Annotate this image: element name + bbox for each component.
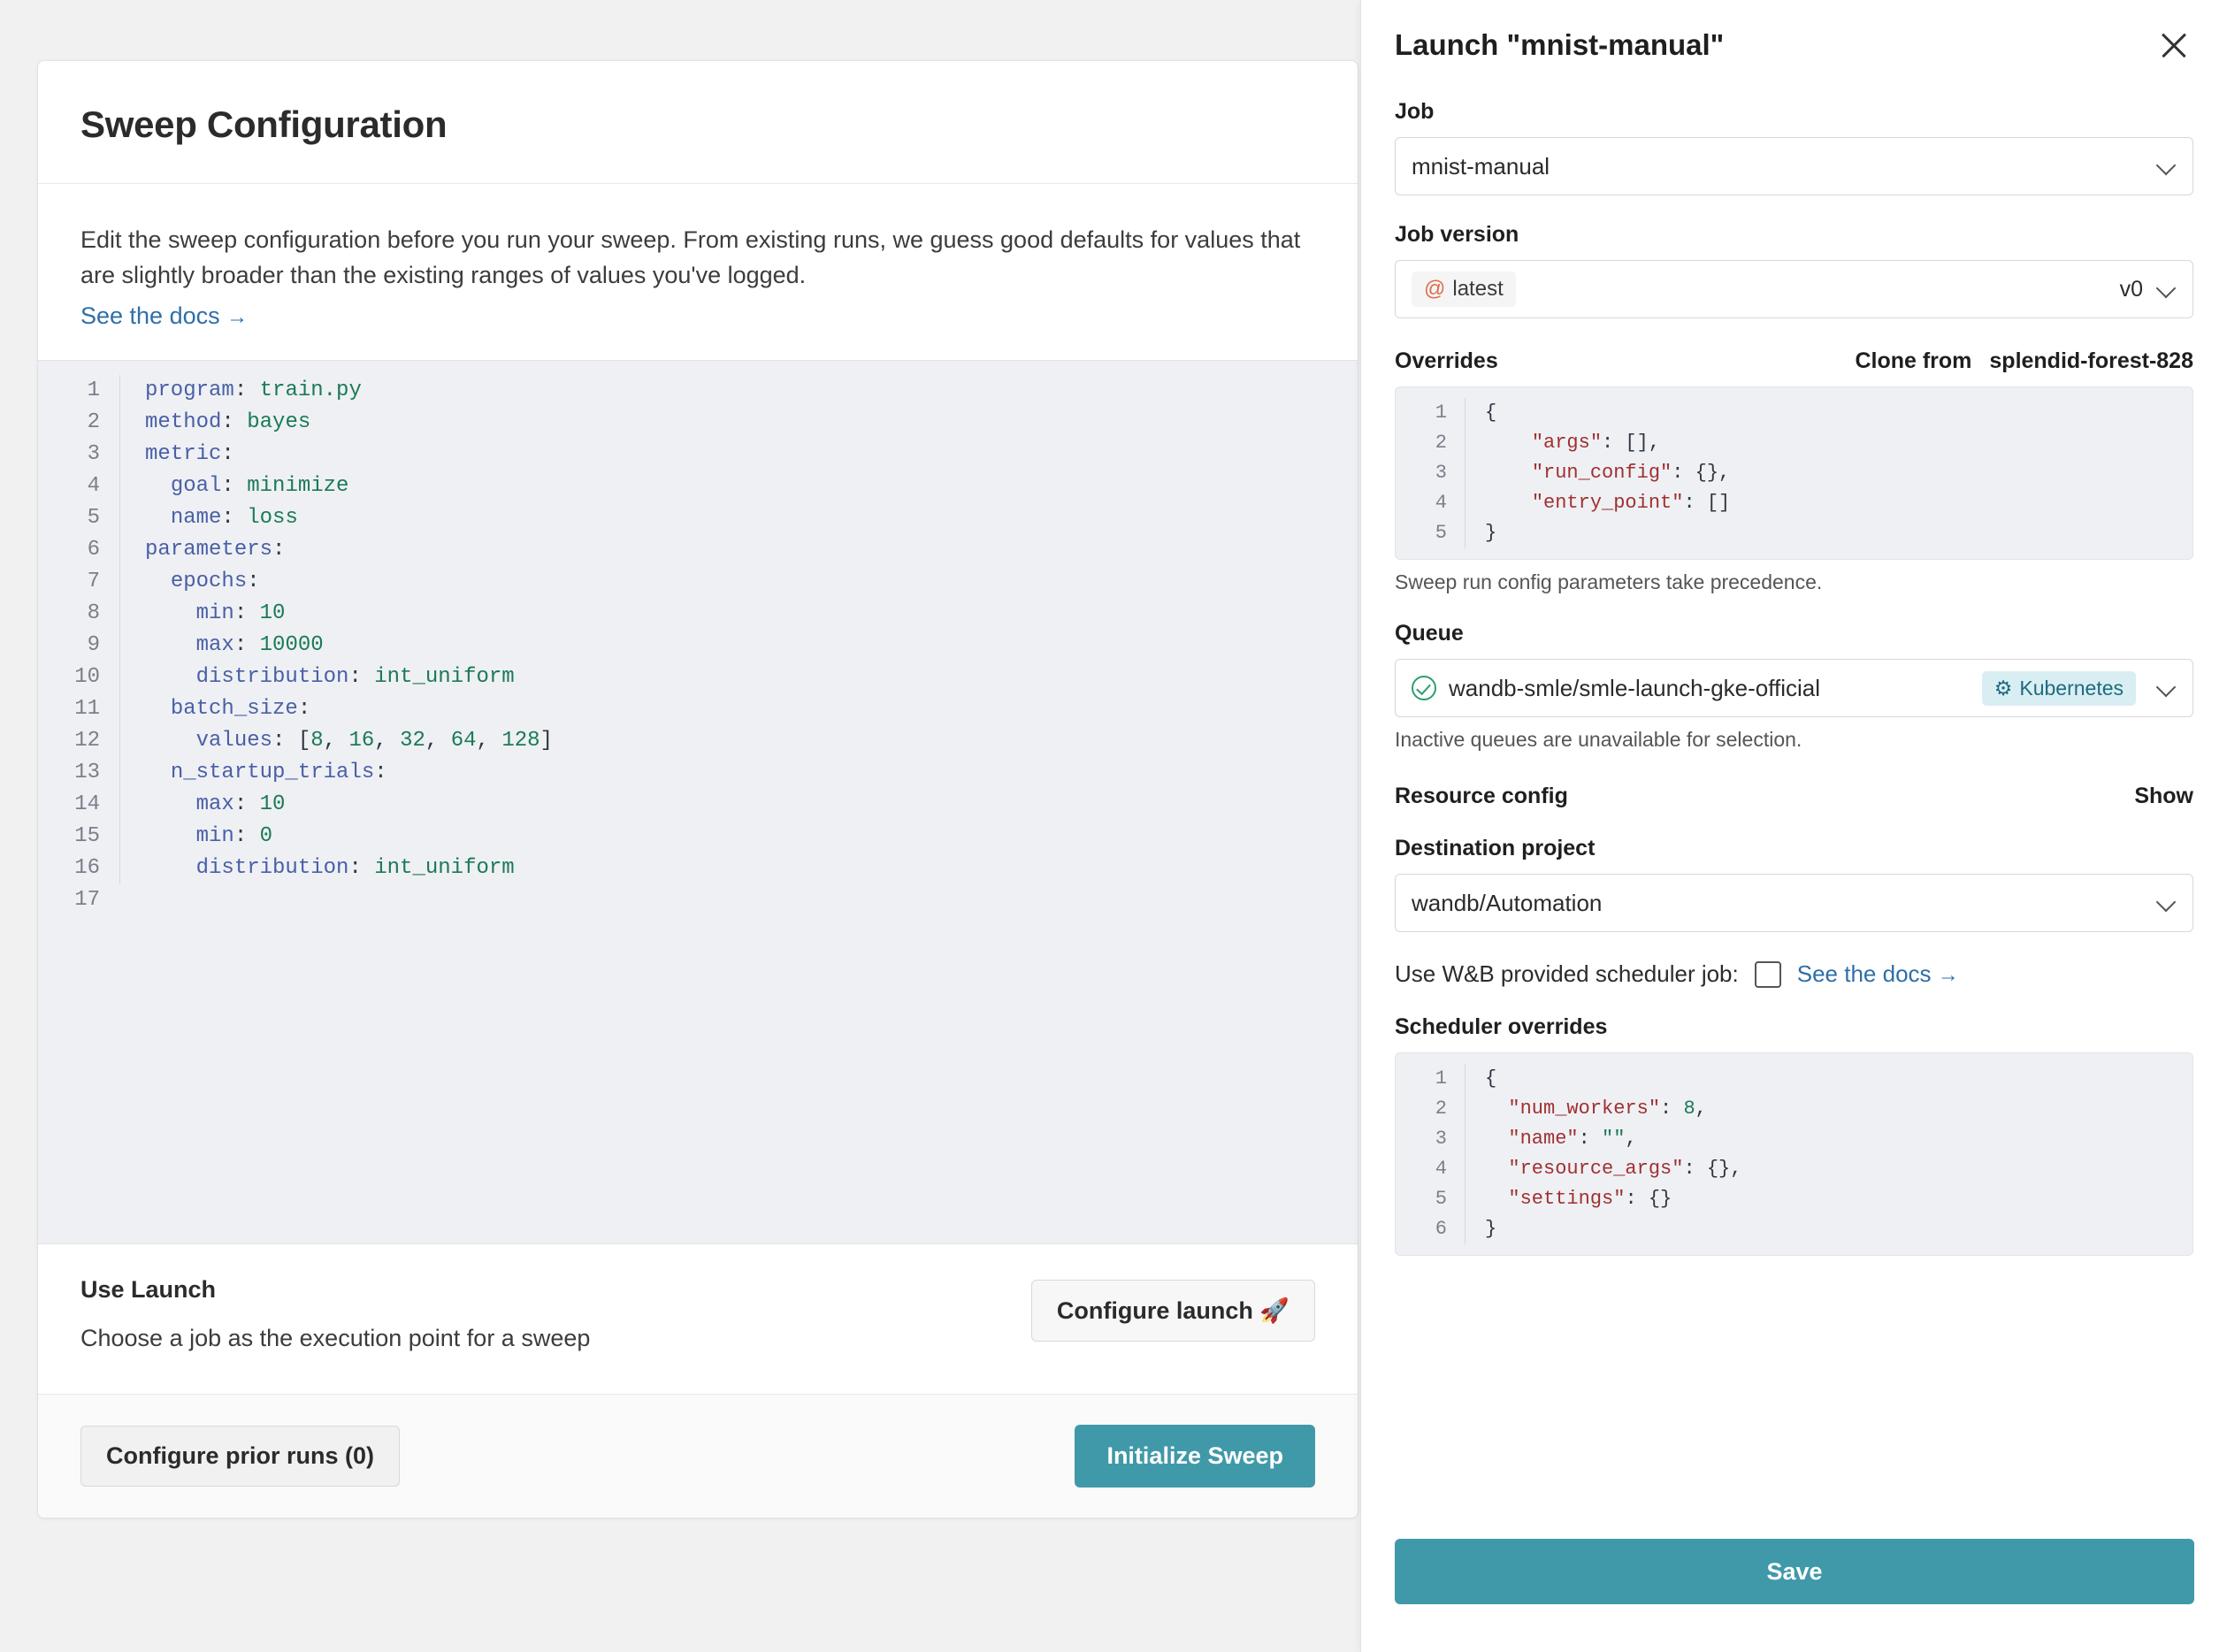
line-number: 10 [74,664,100,689]
line-text: "num_workers": 8, [1465,1094,2193,1124]
line-text: } [1465,1214,2193,1244]
job-version-tag-label: latest [1452,277,1504,301]
line-text: max: 10000 [119,630,1358,662]
line-text: values: [8, 16, 32, 64, 128] [119,725,1358,757]
line-text: distribution: int_uniform [119,853,1358,884]
line-number: 1 [1435,1067,1447,1090]
chevron-down-icon [2157,678,2177,698]
code-line [38,407,1358,439]
code-line [38,630,1358,662]
line-number: 3 [1435,462,1447,484]
resource-config-row [1395,784,2193,809]
scheduler-see-the-docs-link[interactable] [1797,960,1959,988]
scheduler-docs-label: See the docs [1796,960,1932,987]
queue-label: Queue [1395,621,1464,646]
line-text: parameters: [119,534,1358,566]
job-version-tag [1412,272,1516,307]
line-text: method: bayes [119,407,1358,439]
scheduler-overrides-json-editor[interactable] [1395,1052,2193,1256]
job-select-value: mnist-manual [1412,152,1550,180]
line-number: 5 [87,505,100,530]
resource-config-label: Resource config [1395,784,1568,808]
drawer-title: Launch "mnist-manual" [1395,28,1725,61]
line-text: max: 10 [119,789,1358,821]
use-launch-subtitle: Choose a job as the execution point for a sweep [80,1324,591,1351]
line-number: 7 [87,569,100,593]
sweep-description: Edit the sweep configuration before you run your sweep. From existing runs, we guess good defaults for values that are slightly broader than the existing ranges of values you've logged. [80,226,1301,288]
code-line [38,439,1358,470]
line-number: 4 [1435,1158,1447,1180]
code-line [38,566,1358,598]
line-number: 11 [74,696,100,721]
json-line [1396,518,2193,548]
line-number: 14 [74,792,100,816]
close-icon[interactable] [2154,26,2193,65]
json-line [1396,1184,2193,1214]
destination-project-label: Destination project [1395,836,1596,860]
kubernetes-badge-label: Kubernetes [2019,676,2124,700]
sweep-footer [38,1395,1358,1518]
json-line [1396,428,2193,458]
line-text: "run_config": {}, [1465,458,2193,488]
at-icon: @ [1424,277,1446,301]
code-line [38,470,1358,502]
json-line [1396,1214,2193,1244]
queue-helper-text: Inactive queues are unavailable for selection. [1395,728,1802,751]
json-line [1396,458,2193,488]
line-text: "args": [], [1465,428,2193,458]
code-line [38,662,1358,693]
code-line [38,693,1358,725]
initialize-sweep-button[interactable]: Initialize Sweep [1075,1425,1315,1488]
see-the-docs-link[interactable] [80,302,248,330]
code-line [38,853,1358,884]
queue-select[interactable] [1395,659,2193,717]
line-text: metric: [119,439,1358,470]
use-launch-section [38,1244,1358,1395]
line-number: 3 [87,441,100,466]
line-text: min: 10 [119,598,1358,630]
job-version-label: Job version [1395,222,1519,247]
check-circle-icon [1412,676,1436,700]
line-number: 9 [87,632,100,657]
chevron-down-icon [2157,157,2177,176]
code-line [38,821,1358,853]
job-label: Job [1395,99,1435,124]
code-line [38,789,1358,821]
resource-config-show-button[interactable]: Show [2134,784,2193,808]
job-select[interactable] [1395,137,2193,195]
job-version-value: v0 [2119,276,2143,302]
line-text: } [1465,518,2193,548]
code-line [38,884,1358,916]
sweep-config-editor[interactable] [38,360,1358,1244]
see-the-docs-label: See the docs [80,302,220,329]
job-version-select[interactable] [1395,260,2193,318]
arrow-right-icon: → [1937,963,1959,987]
json-line [1396,1154,2193,1184]
line-number: 15 [74,823,100,848]
line-text: "entry_point": [] [1465,488,2193,518]
line-number: 5 [1435,522,1447,544]
destination-project-value: wandb/Automation [1412,889,1603,916]
destination-project-select[interactable] [1395,874,2193,932]
line-text: program: train.py [119,375,1358,407]
code-line [38,502,1358,534]
overrides-label: Overrides [1395,348,1498,373]
line-number: 4 [1435,492,1447,514]
sweep-description-block [38,184,1358,360]
line-number: 16 [74,855,100,880]
line-number: 13 [74,760,100,784]
job-version-tag-wrap [1412,272,2120,307]
line-number: 12 [74,728,100,753]
queue-select-value: wandb-smle/smle-launch-gke-official [1449,674,1821,701]
json-line [1396,1064,2193,1094]
line-text: { [1465,1064,2193,1094]
page-title: Sweep Configuration [80,103,448,145]
overrides-json-editor[interactable] [1395,386,2193,560]
line-number: 8 [87,600,100,625]
line-number: 1 [1435,402,1447,424]
line-text: goal: minimize [119,470,1358,502]
clone-from-value[interactable]: splendid-forest-828 [1989,348,2193,373]
scheduler-checkbox-label: Use W&B provided scheduler job: [1395,960,1739,987]
scheduler-job-row [1395,960,2193,988]
line-text: "settings": {} [1465,1184,2193,1214]
line-number: 17 [74,887,100,912]
sweep-card [37,60,1358,1518]
line-text: n_startup_trials: [119,757,1358,789]
code-line [38,375,1358,407]
scheduler-job-checkbox[interactable] [1755,961,1781,988]
use-launch-title: Use Launch [80,1275,217,1303]
overrides-helper-text: Sweep run config parameters take precedence. [1395,570,1823,593]
line-text: batch_size: [119,693,1358,725]
gear-icon: ⚙ [1994,676,2013,700]
line-number: 4 [87,473,100,498]
line-text: min: 0 [119,821,1358,853]
launch-drawer [1360,0,2227,1652]
line-text: distribution: int_uniform [119,662,1358,693]
json-line [1396,488,2193,518]
scheduler-overrides-label: Scheduler overrides [1395,1014,1608,1039]
chevron-down-icon [2157,893,2177,913]
line-number: 3 [1435,1128,1447,1150]
line-number: 2 [87,409,100,434]
line-number: 2 [1435,1098,1447,1120]
overrides-header-row [1395,348,2193,374]
line-text: { [1465,398,2193,428]
configure-launch-button[interactable]: Configure launch 🚀 [1031,1280,1315,1342]
sweep-card-header [38,61,1358,184]
arrow-right-icon: → [226,304,249,329]
json-line [1396,1124,2193,1154]
line-text: epochs: [119,566,1358,598]
line-text: name: loss [119,502,1358,534]
code-line [38,757,1358,789]
save-button[interactable]: Save [1395,1539,2194,1604]
line-number: 6 [1435,1218,1447,1240]
code-line [38,534,1358,566]
json-line [1396,398,2193,428]
line-number: 1 [87,378,100,402]
line-number: 6 [87,537,100,562]
json-line [1396,1094,2193,1124]
clone-from-label: Clone from [1855,348,1972,373]
line-text: "resource_args": {}, [1465,1154,2193,1184]
kubernetes-badge [1982,671,2136,706]
drawer-header [1395,0,2193,73]
line-number: 5 [1435,1188,1447,1210]
code-line [38,725,1358,757]
code-line [38,598,1358,630]
chevron-down-icon [2157,279,2177,299]
line-number: 2 [1435,432,1447,454]
line-text: "name": "", [1465,1124,2193,1154]
configure-prior-runs-button[interactable]: Configure prior runs (0) [80,1426,400,1487]
